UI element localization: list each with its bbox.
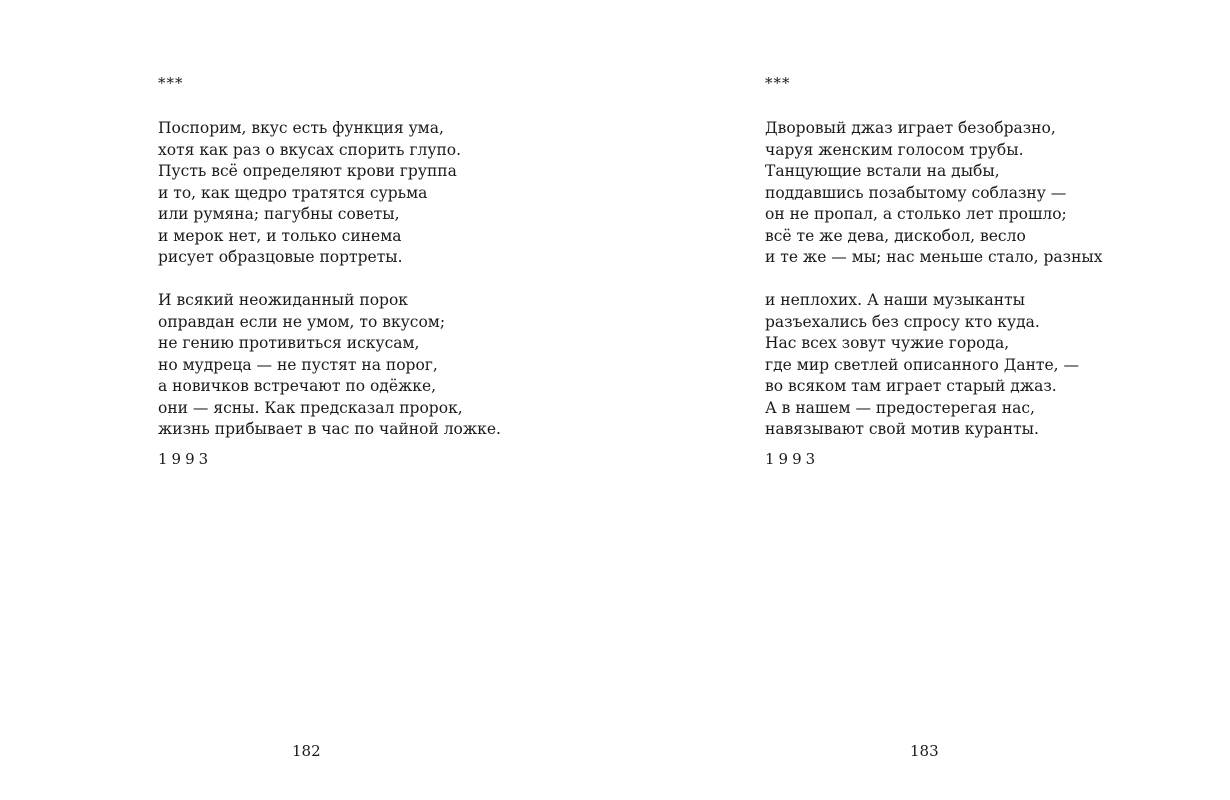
stanza [765,290,1103,441]
poem-line: оправдан если не умом, то вкусом; [158,312,446,331]
poem-line: не гению противиться искусам, [158,334,420,352]
stanza [158,118,501,269]
poem [158,118,501,441]
poem-line: поддавшись позабытому соблазну — [765,183,1067,202]
poem-line: и те же — мы; нас меньше стало, разных [765,248,1103,266]
poem-line: Поспорим, вкус есть функция ума, [158,119,444,137]
poem-line: Пусть всё определяют крови группа [158,162,457,180]
poem-line: рисует образцовые портреты. [158,248,403,266]
poem-line: но мудреца — не пустят на порог, [158,355,438,374]
section-separator: *** [765,74,791,92]
poem [765,118,1103,441]
poem-line: хотя как раз о вкусах спорить глупо. [158,140,462,159]
poem-line: он не пропал, а столько лет прошло; [765,205,1067,223]
poem-line: а новичков встречают по одёжке, [158,377,437,395]
poem-line: во всяком там играет старый джаз. [765,377,1057,395]
right-page [615,0,1230,800]
poem-line: Танцующие встали на дыбы, [765,162,1000,180]
poem-line: и то, как щедро тратятся сурьма [158,183,428,202]
stanza [158,290,501,441]
poem-line: Дворовый джаз играет безобразно, [765,119,1056,137]
page-number: 183 [910,742,939,760]
poem-line: А в нашем — предостерегая нас, [765,398,1035,417]
poem-line: где мир светлей описанного Данте, — [765,355,1079,374]
poem-line: жизнь прибывает в час по чайной ложке. [158,420,501,438]
stanza [765,118,1103,269]
poem-line: чаруя женским голосом трубы. [765,140,1024,159]
poem-line: И всякий неожиданный порок [158,291,408,309]
poem-line: навязывают свой мотив куранты. [765,420,1039,438]
poem-year: 1993 [765,450,820,468]
poem-line: всё те же дева, дискобол, весло [765,226,1026,245]
poem-year: 1993 [158,450,213,468]
poem-line: или румяна; пагубны советы, [158,205,400,223]
poem-line: разъехались без спросу кто куда. [765,312,1040,331]
page-number: 182 [292,742,321,760]
section-separator: *** [158,74,184,92]
poem-line: и неплохих. А наши музыканты [765,291,1025,309]
poem-line: они — ясны. Как предсказал пророк, [158,398,463,417]
poem-line: Нас всех зовут чужие города, [765,334,1010,352]
poem-line: и мерок нет, и только синема [158,226,402,245]
